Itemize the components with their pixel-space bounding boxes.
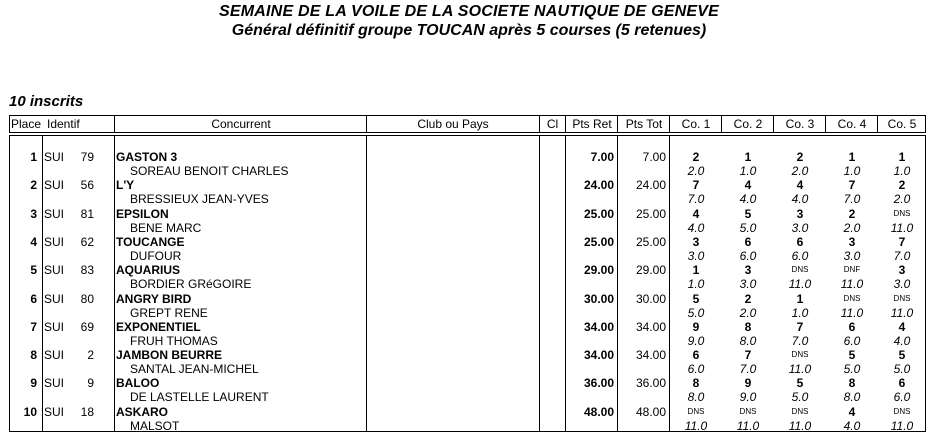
race-points-cell: 11.0: [890, 418, 914, 433]
sail-number-cell: 18: [80, 404, 94, 419]
place-cell: 5: [30, 263, 37, 278]
race-rank-cell: DNS: [791, 265, 809, 275]
sail-number-cell: 81: [80, 206, 94, 221]
race-rank-cell: DNS: [739, 406, 757, 416]
race-rank-cell: 2: [796, 150, 804, 164]
place-cell: 3: [30, 206, 37, 221]
race-rank-cell: 1: [898, 150, 906, 164]
race-rank-cell: DNS: [893, 293, 911, 303]
table-header: [9, 115, 926, 133]
header-co5: Co. 5: [877, 116, 926, 132]
race-points-cell: 5.0: [687, 305, 705, 320]
sail-number-cell: 80: [80, 291, 94, 306]
race-rank-cell: 2: [848, 206, 856, 221]
race-points-cell: 5.0: [739, 220, 757, 235]
table-row: [10, 222, 925, 263]
points-retained-cell: 25.00: [583, 234, 614, 249]
place-cell: 8: [30, 348, 37, 363]
race-rank-cell: 3: [692, 234, 700, 249]
race-points-cell: 7.0: [687, 192, 705, 207]
race-rank-cell: 4: [692, 206, 700, 221]
points-total-cell: 30.00: [635, 291, 666, 306]
race-rank-cell: 7: [848, 178, 856, 193]
table-row: [10, 392, 925, 433]
race-points-cell: 1.0: [893, 164, 911, 178]
header-co1: Co. 1: [669, 116, 722, 132]
nationality-cell: SUI: [44, 206, 65, 221]
points-total-cell: 34.00: [635, 348, 666, 363]
table-row: [10, 194, 925, 235]
race-points-cell: 11.0: [890, 305, 914, 320]
race-points-cell: 6.0: [843, 333, 861, 348]
boat-name: ASKARO: [116, 404, 169, 419]
header-co4: Co. 4: [825, 116, 878, 132]
points-retained-cell: 24.00: [583, 178, 614, 193]
page-subtitle: Général définitif groupe TOUCAN après 5 courses (5 retenues): [231, 22, 707, 39]
boat-name: EPSILON: [116, 206, 169, 221]
race-rank-cell: 6: [796, 234, 804, 249]
race-points-cell: 1.0: [843, 164, 861, 178]
points-retained-cell: 36.00: [583, 376, 614, 391]
race-points-cell: 3.0: [893, 277, 911, 292]
skipper-name: GREPT RENE: [130, 305, 208, 320]
race-points-cell: 1.0: [739, 164, 757, 178]
sail-number-cell: 56: [80, 178, 94, 193]
nationality-cell: SUI: [44, 263, 65, 278]
points-retained-cell: 48.00: [583, 404, 614, 419]
race-points-cell: 2.0: [893, 192, 911, 207]
race-rank-cell: DNF: [843, 265, 861, 275]
points-total-cell: 25.00: [635, 234, 666, 249]
sail-number-cell: 62: [80, 234, 94, 249]
header-concurrent: Concurrent: [114, 116, 367, 132]
points-retained-cell: 34.00: [583, 348, 614, 363]
race-rank-cell: 2: [692, 150, 700, 164]
race-points-cell: 2.0: [791, 164, 809, 178]
skipper-name: DUFOUR: [130, 248, 182, 263]
race-points-cell: 2.0: [687, 164, 705, 178]
race-rank-cell: DNS: [791, 350, 809, 360]
race-rank-cell: 8: [744, 319, 752, 334]
race-points-cell: 1.0: [687, 277, 705, 292]
nationality-cell: SUI: [44, 178, 65, 193]
sail-number-cell: 2: [87, 348, 94, 363]
race-points-cell: 5.0: [893, 362, 911, 377]
points-total-cell: 24.00: [635, 178, 666, 193]
place-cell: 1: [30, 150, 37, 164]
race-points-cell: 11.0: [684, 418, 708, 433]
race-rank-cell: 4: [898, 319, 906, 334]
table-row: [10, 165, 925, 207]
race-points-cell: 2.0: [739, 305, 757, 320]
header-cl: Cl: [539, 116, 565, 132]
race-rank-cell: 8: [848, 376, 856, 391]
points-total-cell: 34.00: [635, 319, 666, 334]
race-points-cell: 7.0: [843, 192, 861, 207]
boat-name: ANGRY BIRD: [116, 291, 192, 306]
place-cell: 9: [30, 376, 37, 391]
points-retained-cell: 25.00: [583, 206, 614, 221]
race-points-cell: 4.0: [739, 192, 757, 207]
header-pts-ret: Pts Ret: [565, 116, 618, 132]
skipper-name: FRUH THOMAS: [130, 333, 218, 348]
table-row: [10, 279, 925, 320]
race-points-cell: 4.0: [791, 192, 809, 207]
nationality-cell: SUI: [44, 319, 65, 334]
race-rank-cell: 7: [744, 348, 752, 363]
place-cell: 2: [30, 178, 37, 193]
boat-name: EXPONENTIEL: [116, 319, 201, 334]
race-rank-cell: 1: [744, 150, 752, 164]
race-rank-cell: 4: [796, 178, 804, 193]
skipper-name: DE LASTELLE LAURENT: [130, 390, 269, 405]
race-rank-cell: 2: [744, 291, 752, 306]
table-row: [10, 250, 925, 292]
race-rank-cell: 9: [744, 376, 752, 391]
table-row: [10, 137, 925, 178]
race-points-cell: 9.0: [739, 390, 757, 405]
sail-number-cell: 69: [80, 319, 94, 334]
race-rank-cell: DNS: [893, 406, 911, 416]
nationality-cell: SUI: [44, 150, 65, 164]
points-total-cell: 48.00: [635, 404, 666, 419]
race-points-cell: 3.0: [739, 277, 757, 292]
race-rank-cell: DNS: [791, 406, 809, 416]
header-place: Place: [10, 117, 42, 131]
table-row: [10, 307, 925, 348]
race-points-cell: 3.0: [843, 248, 861, 263]
race-rank-cell: 3: [848, 234, 856, 249]
race-points-cell: 7.0: [893, 248, 911, 263]
race-rank-cell: 7: [796, 319, 804, 334]
skipper-name: MALSOT: [130, 418, 180, 433]
sail-number-cell: 83: [80, 263, 94, 278]
race-points-cell: 2.0: [843, 220, 861, 235]
race-rank-cell: 3: [796, 206, 804, 221]
race-rank-cell: 9: [692, 319, 700, 334]
skipper-name: BORDIER GRéGOIRE: [130, 277, 252, 292]
race-points-cell: 5.0: [843, 362, 861, 377]
points-total-cell: 25.00: [635, 206, 666, 221]
race-rank-cell: 1: [848, 150, 856, 164]
table-row: [10, 335, 925, 377]
race-rank-cell: 1: [796, 291, 804, 306]
race-points-cell: 3.0: [791, 220, 809, 235]
boat-name: BALOO: [116, 376, 160, 391]
sail-number-cell: 79: [80, 150, 94, 164]
race-rank-cell: 5: [744, 206, 752, 221]
race-points-cell: 6.0: [687, 362, 705, 377]
results-table: [9, 135, 926, 432]
boat-name: L'Y: [116, 178, 135, 193]
race-rank-cell: 6: [848, 319, 856, 334]
place-cell: 10: [23, 404, 37, 419]
nationality-cell: SUI: [44, 291, 65, 306]
race-points-cell: 1.0: [791, 305, 809, 320]
nationality-cell: SUI: [44, 234, 65, 249]
race-points-cell: 11.0: [788, 362, 812, 377]
race-rank-cell: 3: [898, 263, 906, 278]
skipper-name: SOREAU BENOIT CHARLES: [130, 164, 289, 178]
race-rank-cell: 5: [898, 348, 906, 363]
race-points-cell: 11.0: [736, 418, 760, 433]
race-rank-cell: DNS: [843, 293, 861, 303]
skipper-name: BRESSIEUX JEAN-YVES: [130, 192, 269, 207]
header-co3: Co. 3: [773, 116, 826, 132]
nationality-cell: SUI: [44, 376, 65, 391]
race-points-cell: 11.0: [840, 305, 864, 320]
race-points-cell: 11.0: [890, 220, 914, 235]
race-points-cell: 8.0: [739, 333, 757, 348]
race-rank-cell: 4: [744, 178, 752, 193]
points-retained-cell: 34.00: [583, 319, 614, 334]
skipper-name: SANTAL JEAN-MICHEL: [130, 362, 259, 377]
race-points-cell: 4.0: [843, 418, 861, 433]
header-identif: Identif: [47, 117, 80, 131]
race-points-cell: 6.0: [893, 390, 911, 405]
nationality-cell: SUI: [44, 348, 65, 363]
race-rank-cell: 3: [744, 263, 752, 278]
place-cell: 6: [30, 291, 37, 306]
entries-count: 10 inscrits: [9, 93, 84, 110]
table-row: [10, 363, 925, 405]
points-total-cell: 36.00: [635, 376, 666, 391]
race-points-cell: 11.0: [788, 277, 812, 292]
race-points-cell: 7.0: [739, 362, 757, 377]
place-cell: 4: [30, 234, 37, 249]
race-rank-cell: 5: [692, 291, 700, 306]
race-rank-cell: 4: [848, 404, 856, 419]
boat-name: GASTON 3: [116, 150, 178, 164]
race-points-cell: 8.0: [687, 390, 705, 405]
race-rank-cell: 6: [744, 234, 752, 249]
race-rank-cell: 6: [898, 376, 906, 391]
race-rank-cell: 7: [692, 178, 700, 193]
page-title: SEMAINE DE LA VOILE DE LA SOCIETE NAUTIQUE DE GENEVE: [219, 3, 719, 20]
race-points-cell: 4.0: [687, 220, 705, 235]
header-co2: Co. 2: [721, 116, 774, 132]
race-points-cell: 5.0: [791, 390, 809, 405]
boat-name: AQUARIUS: [116, 263, 181, 278]
points-retained-cell: 30.00: [583, 291, 614, 306]
race-points-cell: 7.0: [791, 333, 809, 348]
points-total-cell: 29.00: [635, 263, 666, 278]
race-points-cell: 6.0: [791, 248, 809, 263]
race-rank-cell: DNS: [893, 208, 911, 218]
race-rank-cell: 6: [692, 348, 700, 363]
race-points-cell: 3.0: [687, 248, 705, 263]
sail-number-cell: 9: [87, 376, 94, 391]
race-points-cell: 11.0: [840, 277, 864, 292]
race-rank-cell: 7: [898, 234, 906, 249]
points-retained-cell: 7.00: [590, 150, 614, 164]
race-points-cell: 4.0: [893, 333, 911, 348]
race-rank-cell: DNS: [687, 406, 705, 416]
header-club: Club ou Pays: [366, 116, 539, 132]
nationality-cell: SUI: [44, 404, 65, 419]
boat-name: TOUCANGE: [116, 234, 185, 249]
race-rank-cell: 2: [898, 178, 906, 193]
points-retained-cell: 29.00: [583, 263, 614, 278]
skipper-name: BENE MARC: [130, 220, 202, 235]
place-cell: 7: [30, 319, 37, 334]
race-points-cell: 9.0: [687, 333, 705, 348]
race-points-cell: 8.0: [843, 390, 861, 405]
header-pts-tot: Pts Tot: [617, 116, 670, 132]
race-rank-cell: 1: [692, 263, 700, 278]
points-total-cell: 7.00: [642, 150, 666, 164]
race-rank-cell: 5: [796, 376, 804, 391]
race-points-cell: 11.0: [788, 418, 812, 433]
race-points-cell: 6.0: [739, 248, 757, 263]
race-rank-cell: 5: [848, 348, 856, 363]
race-rank-cell: 8: [692, 376, 700, 391]
boat-name: JAMBON BEURRE: [116, 348, 223, 363]
